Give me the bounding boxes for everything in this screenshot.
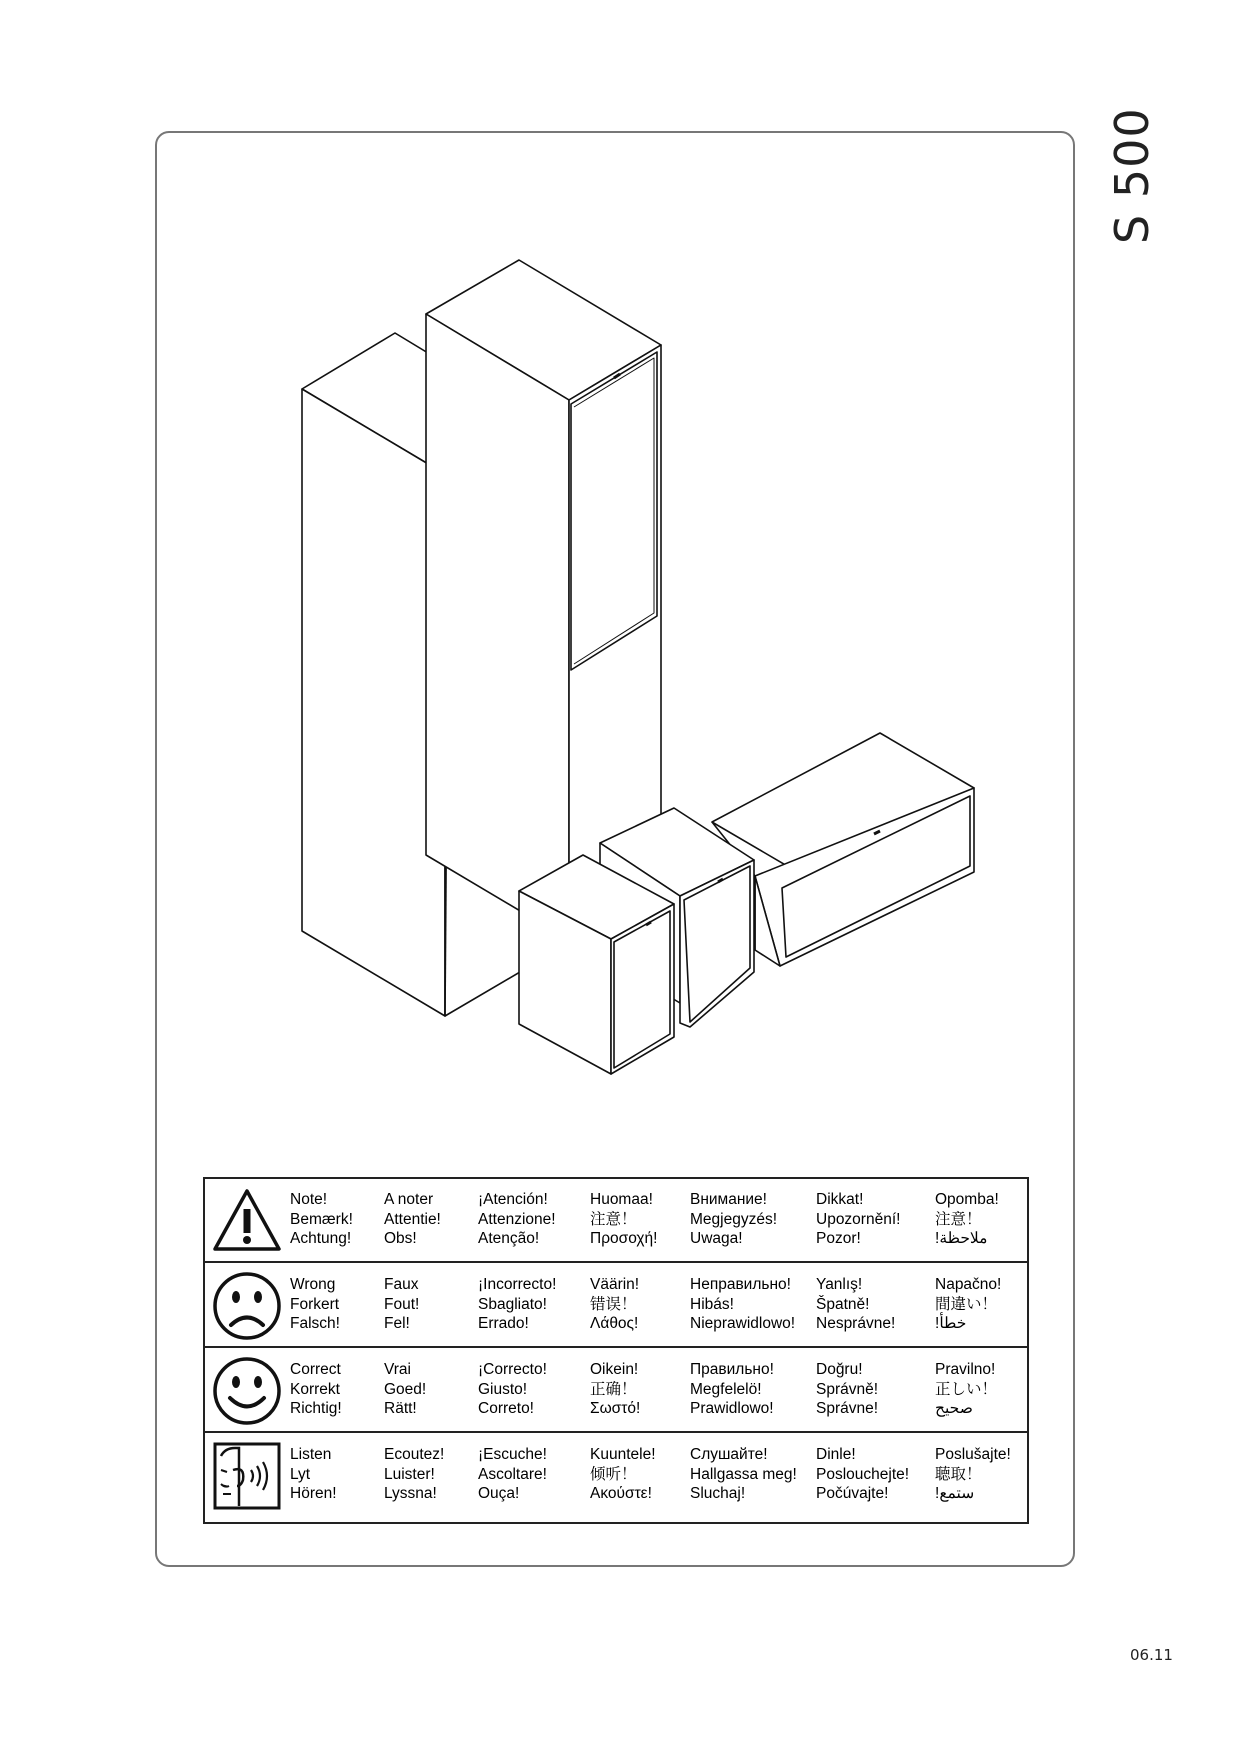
- legend-row-note: [205, 1179, 1027, 1263]
- legend-col-3: ¡Atención! Attenzione! Atenção!: [478, 1191, 556, 1247]
- legend-col-5: Внимание! Megjegyzés! Uwaga!: [690, 1191, 778, 1247]
- legend-col-2: Ecoutez! Luister! Lyssna!: [384, 1446, 445, 1502]
- model-name: S 500: [1105, 107, 1159, 244]
- legend-col-6: Yanlış! Špatně! Nesprávne!: [816, 1276, 896, 1332]
- legend-col-4: Huomaa! 注意！ Προσοχή!: [590, 1191, 658, 1247]
- legend-col-3: ¡Correcto! Giusto! Correto!: [478, 1361, 547, 1417]
- legend-col-5: Слушайте! Hallgassa meg! Sluchaj!: [690, 1446, 797, 1502]
- legend-col-6: Dinle! Poslouchejte! Počúvajte!: [816, 1446, 910, 1502]
- legend-col-2: A noter Attentie! Obs!: [384, 1191, 441, 1247]
- symbol-legend-table: [203, 1177, 1029, 1524]
- legend-col-5: Неправильно! Hibás! Nieprawidlowo!: [690, 1276, 796, 1332]
- legend-col-6: Dikkat! Upozornění! Pozor!: [816, 1191, 901, 1247]
- legend-col-6: Doğru! Správně! Správne!: [816, 1361, 879, 1417]
- legend-col-1: Correct Korrekt Richtig!: [290, 1361, 342, 1417]
- warning-triangle-icon: [211, 1185, 283, 1257]
- legend-col-4: Oikein! 正确！ Σωστό!: [590, 1361, 641, 1417]
- legend-row-correct: [205, 1349, 1027, 1433]
- legend-col-1: Note! Bemærk! Achtung!: [290, 1191, 353, 1247]
- legend-col-2: Faux Fout! Fel!: [384, 1276, 420, 1332]
- document-code: 06.11: [1130, 1646, 1173, 1664]
- happy-face-icon: [211, 1355, 283, 1427]
- legend-row-listen: [205, 1434, 1027, 1518]
- legend-col-4: Kuuntele! 倾听！ Ακούστε!: [590, 1446, 656, 1502]
- legend-col-5: Правильно! Megfelelö! Prawidlowo!: [690, 1361, 774, 1417]
- legend-row-wrong: [205, 1264, 1027, 1348]
- legend-col-1: Listen Lyt Hören!: [290, 1446, 337, 1502]
- sad-face-icon: [211, 1270, 283, 1342]
- legend-col-7: Pravilno! 正しい！ صحيح: [935, 1361, 998, 1417]
- legend-col-7: Opomba! 注意！ !ملاحظة: [935, 1191, 999, 1247]
- listen-ear-icon: [211, 1440, 283, 1512]
- legend-col-4: Väärin! 错误！ Λάθος!: [590, 1276, 640, 1332]
- legend-col-7: Napačno! 間違い！ !خطأ: [935, 1276, 1002, 1332]
- legend-col-7: Poslušajte! 聴取！ !ستمع: [935, 1446, 1011, 1502]
- legend-col-2: Vrai Goed! Rätt!: [384, 1361, 427, 1417]
- legend-col-3: ¡Escuche! Ascoltare! Ouça!: [478, 1446, 547, 1502]
- legend-col-1: Wrong Forkert Falsch!: [290, 1276, 340, 1332]
- legend-col-3: ¡Incorrecto! Sbagliato! Errado!: [478, 1276, 557, 1332]
